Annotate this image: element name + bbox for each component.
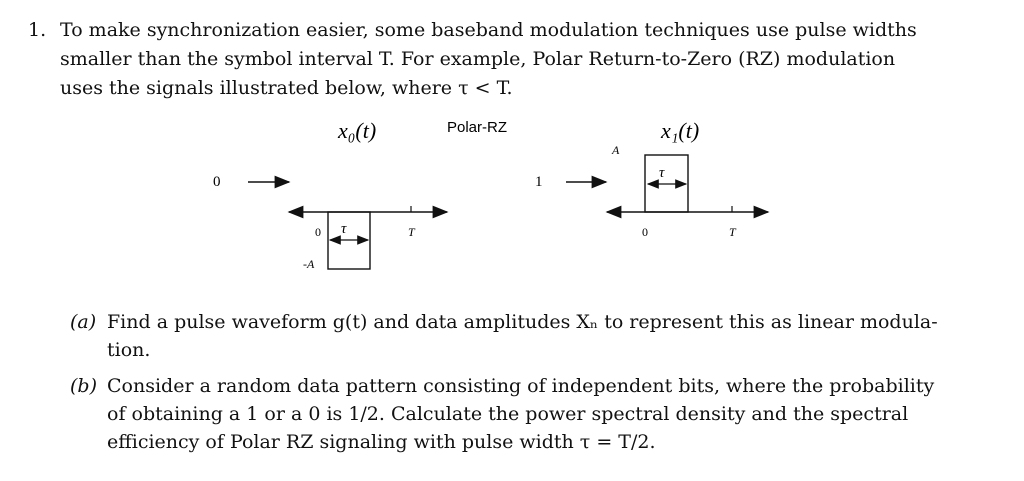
left-period-label: T [408, 225, 415, 239]
part-a-label: (a) [70, 311, 97, 333]
right-bit-label: 1 [535, 174, 543, 190]
part-b-line-3: efficiency of Polar RZ signaling with pulse width τ = T/2. [107, 431, 656, 453]
intro-line-3: uses the signals illustrated below, where τ < T. [60, 77, 513, 99]
figure-title: Polar-RZ [447, 119, 508, 136]
right-amplitude-label: A [612, 143, 620, 157]
part-b-line-1: Consider a random data pattern consisting of independent bits, where the probability [107, 375, 935, 397]
part-a-line-1: Find a pulse waveform g(t) and data amplitudes Xₙ to represent this as linear modula- [107, 311, 938, 333]
right-origin-label: 0 [642, 225, 648, 239]
left-signal-label: x₀(t) [338, 118, 377, 143]
problem-number: 1. [28, 19, 47, 41]
right-signal-label: x₁(t) [661, 118, 700, 143]
part-b-line-2: of obtaining a 1 or a 0 is 1/2. Calculate the power spectral density and the spectral [107, 403, 909, 425]
intro-line-1: To make synchronization easier, some baseband modulation techniques use pulse widths [60, 19, 917, 41]
right-width-label: τ [659, 165, 665, 181]
left-bit-label: 0 [213, 174, 221, 190]
left-origin-label: 0 [315, 225, 321, 239]
intro-line-2: smaller than the symbol interval T. For example, Polar Return-to-Zero (RZ) modulation [60, 48, 896, 70]
part-a-line-2: tion. [107, 339, 151, 361]
left-amplitude-label: -A [303, 257, 315, 271]
left-width-label: τ [341, 221, 347, 237]
part-b-label: (b) [70, 375, 97, 397]
right-period-label: T [729, 225, 736, 239]
